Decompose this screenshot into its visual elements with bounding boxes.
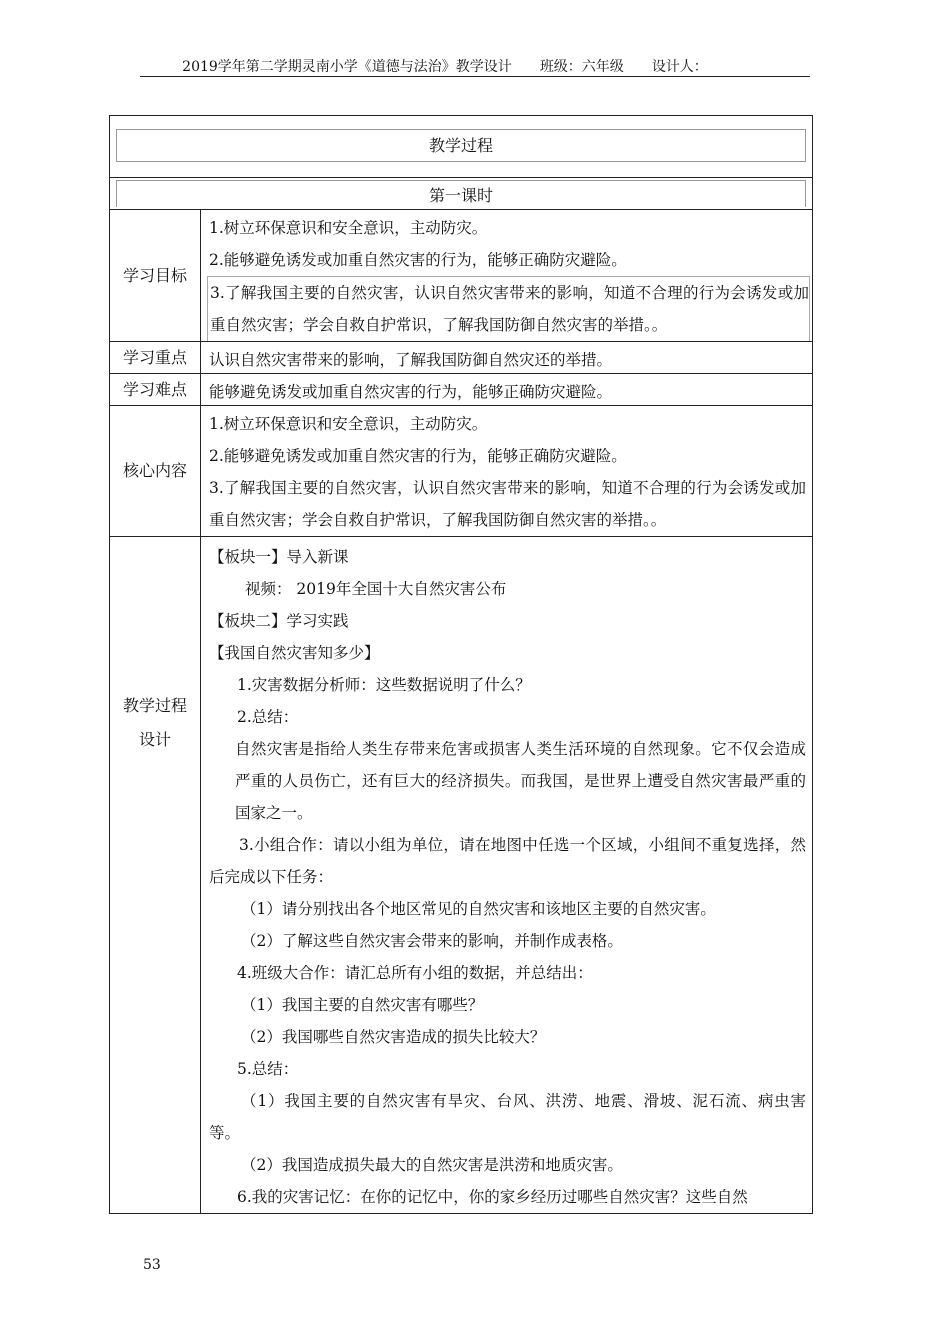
objectives-label: 学习目标: [110, 210, 201, 342]
session-cell: [110, 178, 813, 210]
core-label: 核心内容: [110, 406, 201, 537]
section-heading: 【我国自然灾害知多少】: [209, 644, 380, 662]
process-label-line2: 设计: [138, 730, 171, 749]
core-item: 2.能够避免诱发或加重自然灾害的行为，能够正确防灾避险。: [209, 447, 627, 465]
process-line: （2）了解这些自然灾害会带来的影响，并制作成表格。: [241, 932, 623, 950]
page-header: [140, 58, 810, 77]
process-label-line1: 教学过程: [122, 696, 187, 715]
key-point-text: 认识自然灾害带来的影响，了解我国防御自然灾还的举措。: [201, 342, 813, 374]
process-paragraph: （1）我国主要的自然灾害有旱灾、台风、洪涝、地震、滑坡、泥石流、病虫害等。: [209, 1092, 807, 1142]
header-grade: 班级：六年级: [539, 59, 624, 75]
objectives-content: [201, 210, 813, 342]
lesson-plan-table: [109, 115, 813, 1214]
process-paragraph: 自然灾害是指给人类生存带来危害或损害人类生活环境的自然现象。它不仅会造成严重的人员伤亡，还有巨大的经济损失。而我国，是世界上遭受自然灾害最严重的国家之一。: [235, 740, 807, 822]
difficulty-label: 学习难点: [110, 374, 201, 406]
process-line: （1）请分别找出各个地区常见的自然灾害和该地区主要的自然灾害。: [241, 900, 716, 918]
process-line: 5.总结：: [237, 1060, 299, 1078]
process-line: （2）我国哪些自然灾害造成的损失比较大？: [241, 1028, 546, 1046]
table-title-cell: [110, 116, 813, 178]
objective-item: 3.了解我国主要的自然灾害，认识自然灾害带来的影响，知道不合理的行为会诱发或加重自然灾害；学会自救自护常识，了解我国防御自然灾害的举措。。: [207, 276, 810, 341]
process-line: （1）我国主要的自然灾害有哪些？: [241, 996, 484, 1014]
process-line: 视频： 2019年全国十大自然灾害公布: [245, 580, 507, 598]
session-title: 第一课时: [116, 180, 806, 207]
section-heading: 【板块二】学习实践: [209, 612, 349, 630]
section-heading: 【板块一】导入新课: [209, 548, 349, 566]
core-item: 3.了解我国主要的自然灾害，认识自然灾害带来的影响，知道不合理的行为会诱发或加重自然灾害；学会自救自护常识，了解我国防御自然灾害的举措。。: [209, 479, 807, 529]
process-line: 6.我的灾害记忆：在你的记忆中，你的家乡经历过哪些自然灾害？这些自然: [237, 1188, 748, 1206]
process-label: [110, 537, 201, 1214]
objective-item: 1.树立环保意识和安全意识，主动防灾。: [209, 219, 488, 237]
process-line: （2）我国造成损失最大的自然灾害是洪涝和地质灾害。: [241, 1156, 623, 1174]
process-line: 4.班级大合作：请汇总所有小组的数据，并总结出：: [237, 964, 593, 982]
difficulty-text: 能够避免诱发或加重自然灾害的行为，能够正确防灾避险。: [201, 374, 813, 406]
header-designer: 设计人：: [651, 59, 708, 75]
core-item: 1.树立环保意识和安全意识，主动防灾。: [209, 415, 488, 433]
header-title: 2019学年第二学期灵南小学《道德与法治》教学设计: [182, 59, 512, 75]
process-line: 1.灾害数据分析师：这些数据说明了什么？: [237, 676, 531, 694]
objective-item: 2.能够避免诱发或加重自然灾害的行为，能够正确防灾避险。: [209, 251, 627, 269]
key-point-label: 学习重点: [110, 342, 201, 374]
core-content: [201, 406, 813, 537]
process-line: 2.总结：: [237, 708, 299, 726]
process-content: [201, 537, 813, 1214]
page-number: 53: [143, 1257, 161, 1273]
process-paragraph: 3.小组合作：请以小组为单位，请在地图中任选一个区域，小组间不重复选择，然后完成以下任务：: [209, 836, 807, 886]
table-title: 教学过程: [116, 129, 806, 162]
